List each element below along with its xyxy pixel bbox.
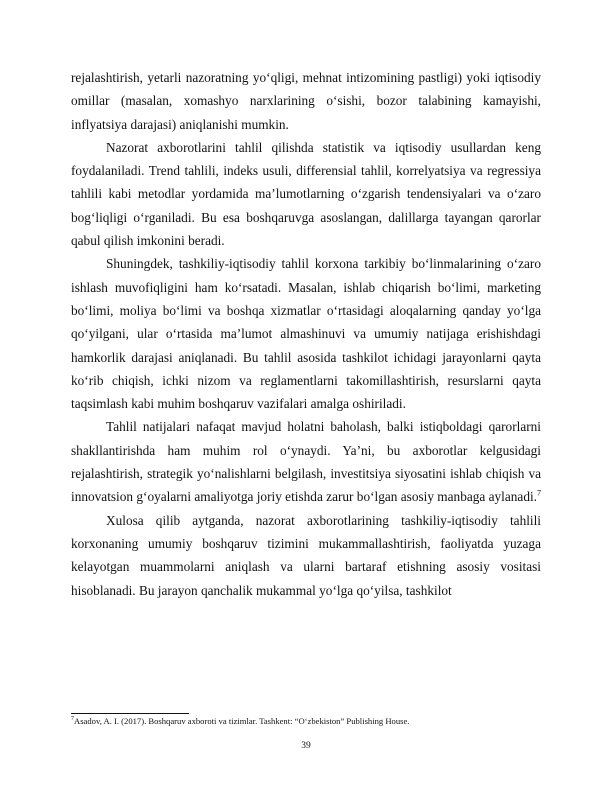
footnote-reference[interactable]: 7: [537, 488, 541, 498]
paragraph-1: rejalashtirish, yetarli nazoratning yo‘qligi, mehnat intizomining pastligi) yoki iqtisodiy omillar (masalan, xomashyo narxlarining o‘sishi, bozor talabining kamayishi, inflyatsiya darajasi) aniqlanishi mumkin.: [71, 70, 541, 132]
paragraph-4-text: Tahlil natijalari nafaqat mavjud holatni baholash, balki istiqboldagi qarorlarni shakllantirishda ham muhim rol o‘ynaydi. Ya’ni, bu axborotlar kelgusidagi rejalashtirish, strategik yo‘nalishlarni belgilash, investitsiya siyosatini ishlab chiqish va innovatsion g‘oyalarni amaliyotga joriy etishda zarur bo‘lgan asosiy manbaga aylanadi.: [71, 419, 541, 505]
paragraph-4: [71, 415, 541, 508]
page-number: 39: [301, 741, 311, 751]
footnote-text: Asadov, A. I. (2017). Boshqaruv axboroti va tizimlar. Tashkent: “O‘zbekiston” Publishing House.: [74, 716, 410, 726]
paragraph-5: Xulosa qilib aytganda, nazorat axborotlarining tashkiliy-iqtisodiy tahlili korxonaning umumiy boshqaruv tizimini mukammallashtirish, faoliyatda yuzaga kelayotgan muammolarni aniqlash va ularni bartaraf etishning asosiy vositasi hisoblanadi. Bu jarayon qanchalik mukammal yo‘lga qo‘yilsa, tashkilot: [71, 512, 541, 598]
footnote-divider: [71, 713, 189, 714]
page-body: [71, 66, 541, 602]
footnote: [71, 716, 541, 727]
paragraph-2: Nazorat axborotlarini tahlil qilishda statistik va iqtisodiy usullardan keng foydalaniladi. Trend tahlili, indeks usuli, differensial tahlil, korrelyatsiya va regressiya tahlili kabi metodlar yordamida ma’lumotlarning o‘zgarish tendensiyalari va o‘zaro bog‘liqligi o‘rganiladi. Bu esa boshqaruvga asoslangan, dalillarga tayangan qarorlar qabul qilish imkonini beradi.: [71, 139, 541, 249]
footnote-marker: 7: [71, 716, 74, 723]
paragraph-3: Shuningdek, tashkiliy-iqtisodiy tahlil korxona tarkibiy bo‘linmalarining o‘zaro ishlash muvofiqligini ham ko‘rsatadi. Masalan, ishlab chiqarish bo‘limi, marketing bo‘limi, moliya bo‘limi va boshqa xizmatlar o‘rtasidagi aloqalarning qanday yo‘lga qo‘yilgani, ular o‘rtasida ma’lumot almashinuvi va umumiy natijaga erishishdagi hamkorlik darajasi aniqlanadi. Bu tahlil asosida tashkilot ichidagi jarayonlarni qayta ko‘rib chiqish, ichki nizom va reglamentlarni takomillashtirish, resurslarni qayta taqsimlash kabi muhim boshqaruv vazifalari amalga oshiriladi.: [71, 256, 541, 412]
